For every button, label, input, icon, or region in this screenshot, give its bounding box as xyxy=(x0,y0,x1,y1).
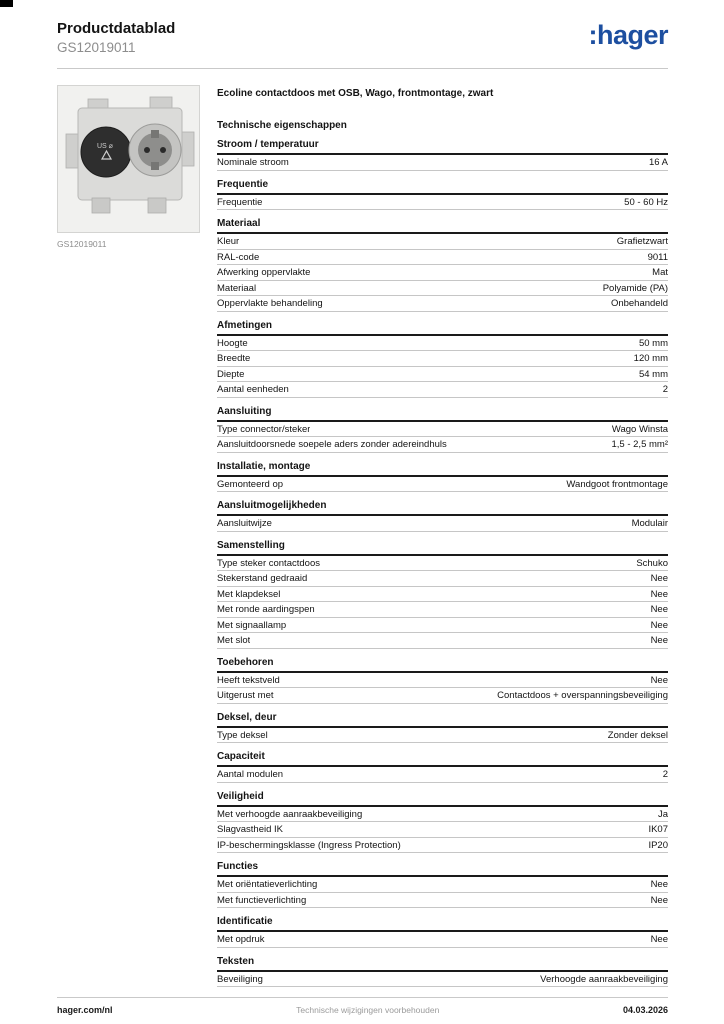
spec-label: Oppervlakte behandeling xyxy=(217,298,323,309)
spec-label: Heeft tekstveld xyxy=(217,674,280,686)
spec-row xyxy=(217,422,668,438)
spec-value: Nee xyxy=(650,573,668,584)
section-title: Teksten xyxy=(217,956,668,972)
spec-label: Materiaal xyxy=(217,282,257,294)
spec-value: Nee xyxy=(650,894,668,906)
spec-row xyxy=(217,728,668,744)
spec-section xyxy=(217,751,668,783)
spec-value: Zonder deksel xyxy=(607,729,668,741)
section-title: Materiaal xyxy=(217,218,668,234)
spec-section xyxy=(217,500,668,532)
spec-section xyxy=(217,861,668,908)
spec-value: 50 mm xyxy=(638,337,668,349)
section-title: Toebehoren xyxy=(217,657,668,673)
spec-value: 9011 xyxy=(647,251,668,263)
spec-label: Breedte xyxy=(217,353,251,364)
tech-properties-heading: Technische eigenschappen xyxy=(217,120,347,131)
spec-row xyxy=(217,587,668,603)
spec-label: Aantal modulen xyxy=(217,769,284,780)
product-number: GS12019011 xyxy=(57,40,136,55)
spec-label: Type steker contactdoos xyxy=(217,557,320,569)
spec-value: 16 A xyxy=(648,157,668,168)
socket-product-illustration xyxy=(58,86,199,232)
spec-value: Nee xyxy=(650,635,668,646)
footer-disclaimer: Technische wijzigingen voorbehouden xyxy=(296,1005,440,1015)
header-title-block xyxy=(57,20,175,55)
spec-row xyxy=(217,932,668,948)
spec-label: IP-beschermingsklasse (Ingress Protection) xyxy=(217,839,401,851)
spec-label: Stekerstand gedraaid xyxy=(217,573,308,584)
spec-section xyxy=(217,712,668,744)
product-image-caption: GS12019011 xyxy=(57,239,107,249)
spec-row xyxy=(217,767,668,783)
section-title: Identificatie xyxy=(217,916,668,932)
spec-row xyxy=(217,972,668,988)
spec-label: Aantal eenheden xyxy=(217,384,289,395)
spec-label: Met slot xyxy=(217,635,251,646)
spec-value: Wago Winsta xyxy=(611,423,668,435)
spec-row xyxy=(217,336,668,352)
spec-row xyxy=(217,155,668,171)
section-title: Afmetingen xyxy=(217,320,668,336)
spec-label: Met signaallamp xyxy=(217,619,287,631)
spec-section xyxy=(217,916,668,948)
spec-label: Nominale stroom xyxy=(217,157,289,168)
corner-crop-mark xyxy=(0,0,13,7)
spec-label: Met opdruk xyxy=(217,934,265,945)
footer-line xyxy=(57,997,668,1015)
spec-row xyxy=(217,367,668,383)
section-title: Aansluitmogelijkheden xyxy=(217,500,668,516)
spec-value: Polyamide (PA) xyxy=(602,282,668,294)
spec-row xyxy=(217,807,668,823)
section-title: Veiligheid xyxy=(217,791,668,807)
spec-value: 2 xyxy=(662,769,668,780)
spec-section xyxy=(217,179,668,211)
spec-label: Diepte xyxy=(217,368,245,380)
spec-value: Modulair xyxy=(631,518,668,529)
spec-value: Wandgoot frontmontage xyxy=(566,478,668,490)
spec-value: IP20 xyxy=(648,839,668,851)
spec-label: RAL-code xyxy=(217,251,260,263)
section-title: Stroom / temperatuur xyxy=(217,139,668,155)
spec-value: 50 - 60 Hz xyxy=(624,196,668,208)
spec-row xyxy=(217,477,668,493)
spec-label: Aansluitdoorsnede soepele aders zonder adereindhuls xyxy=(217,439,447,450)
product-title: Ecoline contactdoos met OSB, Wago, frontmontage, zwart xyxy=(217,88,494,99)
page-footer xyxy=(57,997,668,1015)
spec-label: Met ronde aardingspen xyxy=(217,604,315,615)
spec-row xyxy=(217,688,668,704)
spec-row xyxy=(217,195,668,211)
spec-section xyxy=(217,406,668,453)
spec-label: Afwerking oppervlakte xyxy=(217,267,311,278)
spec-section xyxy=(217,540,668,649)
spec-row xyxy=(217,265,668,281)
spec-row xyxy=(217,602,668,618)
footer-website: hager.com/nl xyxy=(57,1005,113,1015)
spec-value: Nee xyxy=(650,604,668,615)
section-title: Installatie, montage xyxy=(217,461,668,477)
section-title: Functies xyxy=(217,861,668,877)
spec-section xyxy=(217,320,668,398)
section-title: Frequentie xyxy=(217,179,668,195)
document-title: Productdatablad xyxy=(57,20,176,37)
spec-section xyxy=(217,139,668,171)
spec-label: Met klapdeksel xyxy=(217,588,281,600)
section-title: Samenstelling xyxy=(217,540,668,556)
spec-row xyxy=(217,877,668,893)
spec-label: Frequentie xyxy=(217,196,263,208)
spec-value: Schuko xyxy=(636,557,668,569)
spec-label: Gemonteerd op xyxy=(217,478,284,490)
spec-value: Contactdoos + overspanningsbeveiliging xyxy=(497,690,668,701)
image-column xyxy=(57,85,200,987)
spec-row xyxy=(217,571,668,587)
spec-label: Met functieverlichting xyxy=(217,894,307,906)
spec-row xyxy=(217,673,668,689)
spec-row xyxy=(217,437,668,453)
spec-label: Kleur xyxy=(217,236,240,247)
spec-value: 54 mm xyxy=(638,368,668,380)
spec-column xyxy=(217,85,668,987)
sections-container xyxy=(217,139,668,987)
product-image xyxy=(57,85,200,233)
spec-row xyxy=(217,556,668,572)
spec-value: Nee xyxy=(650,588,668,600)
content-area xyxy=(0,69,724,987)
spec-row xyxy=(217,516,668,532)
spec-label: Hoogte xyxy=(217,337,248,349)
footer-date: 04.03.2026 xyxy=(622,1005,668,1015)
spec-row xyxy=(217,234,668,250)
spec-row xyxy=(217,838,668,854)
spec-label: Aansluitwijze xyxy=(217,518,272,529)
spec-section xyxy=(217,218,668,312)
spec-label: Beveiliging xyxy=(217,973,263,985)
spec-section xyxy=(217,461,668,493)
spec-value: 1,5 - 2,5 mm² xyxy=(611,439,668,450)
spec-value: Verhoogde aanraakbeveiliging xyxy=(540,973,668,985)
spec-value: Nee xyxy=(650,934,668,945)
spec-row xyxy=(217,893,668,909)
spec-value: Mat xyxy=(652,267,668,278)
spec-value: Ja xyxy=(657,808,668,820)
svg-text:US ⌀: US ⌀ xyxy=(97,143,113,150)
spec-row xyxy=(217,633,668,649)
spec-value: Onbehandeld xyxy=(610,298,668,309)
spec-label: Slagvastheid IK xyxy=(217,824,284,835)
spec-value: Nee xyxy=(650,619,668,631)
page-header xyxy=(0,0,724,55)
spec-label: Uitgerust met xyxy=(217,690,274,701)
spec-section xyxy=(217,956,668,988)
spec-value: 2 xyxy=(662,384,668,395)
spec-label: Met oriëntatieverlichting xyxy=(217,879,318,890)
spec-value: 120 mm xyxy=(633,353,668,364)
section-title: Deksel, deur xyxy=(217,712,668,728)
spec-row xyxy=(217,382,668,398)
spec-row xyxy=(217,618,668,634)
spec-value: Nee xyxy=(650,674,668,686)
section-title: Aansluiting xyxy=(217,406,668,422)
spec-row xyxy=(217,351,668,367)
spec-section xyxy=(217,657,668,704)
section-title: Capaciteit xyxy=(217,751,668,767)
spec-value: Nee xyxy=(650,879,668,890)
spec-value: Grafietzwart xyxy=(616,236,668,247)
spec-row xyxy=(217,822,668,838)
spec-value: IK07 xyxy=(648,824,668,835)
spec-label: Type deksel xyxy=(217,729,268,741)
spec-section xyxy=(217,791,668,854)
spec-label: Met verhoogde aanraakbeveiliging xyxy=(217,808,363,820)
spec-row xyxy=(217,296,668,312)
spec-row xyxy=(217,250,668,266)
spec-row xyxy=(217,281,668,297)
spec-label: Type connector/steker xyxy=(217,423,311,435)
hager-logo: :hager xyxy=(588,20,668,50)
